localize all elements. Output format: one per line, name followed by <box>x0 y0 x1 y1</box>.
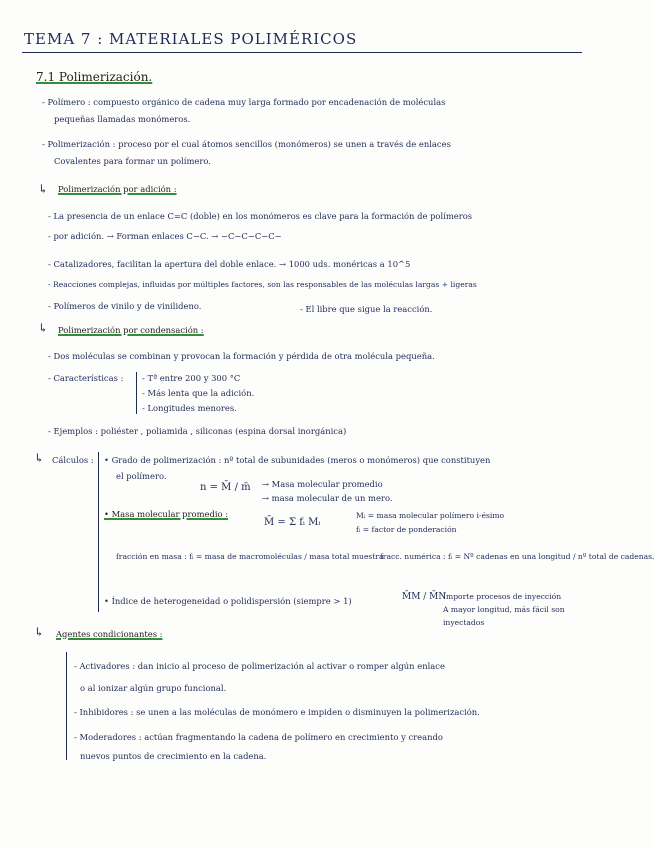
adicion-line-5b: - El libre que sigue la reacción. <box>300 304 433 314</box>
formula-masa: M̄ = Σ fᵢ Mᵢ <box>264 517 321 528</box>
grado-polimerizacion-cont: el polímero. <box>116 471 167 481</box>
calculos-bracket <box>98 452 99 612</box>
adicion-line-5: - Polímeros de vinilo y de vinilideno. <box>48 301 202 311</box>
arrow-icon: ↳ <box>34 451 45 465</box>
arrow-icon: ↳ <box>34 625 45 639</box>
formula-masa-note-2: fᵢ = factor de ponderación <box>356 525 457 534</box>
fraccion-masa: fracción en masa : fᵢ = masa de macromoléculas / masa total muestra <box>116 552 384 561</box>
agente-moderadores-cont: nuevos puntos de crecimiento en la cadena. <box>80 751 267 761</box>
arrow-icon: ↳ <box>38 182 49 196</box>
agente-activadores-cont: o al ionizar algún grupo funcional. <box>80 683 227 693</box>
definition-polimerizacion-cont: Covalentes para formar un polímero. <box>54 156 211 166</box>
adicion-line-4: - Reacciones complejas, influidas por múltiples factores, son las responsables de las moléculas largas + ligeras <box>48 280 477 289</box>
definition-polimero-cont: pequeñas llamadas monómeros. <box>54 114 191 124</box>
formula-grado: n = M̄ / m̄ <box>200 482 251 493</box>
indice-heterogeneidad: • Índice de heterogeneidad o polidispersión (siempre > 1) <box>104 596 352 606</box>
adicion-line-1: - La presencia de un enlace C=C (doble) en los monómeros es clave para la formación de polímeros <box>48 211 473 221</box>
condensacion-line-1: - Dos moléculas se combinan y provocan la formación y pérdida de otra molécula pequeña. <box>48 351 435 361</box>
heading-calculos: Cálculos : <box>52 455 94 465</box>
heading-agentes: Agentes condicionantes : <box>56 629 163 639</box>
heading-condensacion: Polimerización por condensación : <box>58 325 204 335</box>
formula-grado-note-1: → Masa molecular promedio <box>262 479 383 489</box>
condensacion-ejemplos: - Ejemplos : poliéster , poliamida , siliconas (espina dorsal inorgánica) <box>48 426 347 436</box>
caracteristica-lenta: - Más lenta que la adición. <box>142 388 255 398</box>
page-title: TEMA 7 : MATERIALES POLIMÉRICOS <box>24 30 358 48</box>
adicion-line-3: - Catalizadores, facilitan la apertura del doble enlace. → 1000 uds. monéricas a 10^5 <box>48 259 411 269</box>
condensacion-caracteristicas: - Características : <box>48 373 124 383</box>
indice-note-3: inyectados <box>443 618 485 627</box>
indice-note-2: A mayor longitud, más fácil son <box>443 605 565 614</box>
fraccion-numerica: fracc. numérica : fᵢ = Nº cadenas en una longitud / nº total de cadenas. <box>380 552 654 561</box>
formula-masa-note-1: Mᵢ = masa molecular polímero i-ésimo <box>356 511 505 520</box>
arrow-icon: ↳ <box>38 321 49 335</box>
definition-polimero: - Polímero : compuesto orgánico de cadena muy larga formado por encadenación de moléculas <box>42 97 446 107</box>
indice-note-1: Importe procesos de inyección <box>443 592 562 601</box>
section-heading: 7.1 Polimerización. <box>36 70 153 84</box>
agente-activadores: - Activadores : dan inicio al proceso de polimerización al activar o romper algún enlace <box>74 661 445 671</box>
heading-adicion: Polimerización por adición : <box>58 184 177 194</box>
adicion-line-2: - por adición. → Forman enlaces C−C. → −C−C−C−C− <box>48 231 282 241</box>
agentes-bracket <box>66 652 67 760</box>
formula-indice: M̄M / M̄N <box>402 592 447 602</box>
definition-polimerizacion: - Polimerización : proceso por el cual átomos sencillos (monómeros) se unen a través de enlaces <box>42 139 451 149</box>
formula-grado-note-2: → masa molecular de un mero. <box>262 493 393 503</box>
grado-polimerizacion: • Grado de polimerización : nº total de subunidades (meros o monómeros) que constituyen <box>104 455 491 465</box>
masa-molecular-promedio: • Masa molecular promedio : <box>104 509 229 519</box>
brace-divider <box>136 372 137 414</box>
caracteristica-longitud: - Longitudes menores. <box>142 403 237 413</box>
caracteristica-temperatura: - Tª entre 200 y 300 °C <box>142 373 241 383</box>
agente-moderadores: - Moderadores : actúan fragmentando la cadena de polímero en crecimiento y creando <box>74 732 443 742</box>
title-underline <box>22 52 582 53</box>
agente-inhibidores: - Inhibidores : se unen a las moléculas de monómero e impiden o disminuyen la polimerización. <box>74 707 480 717</box>
